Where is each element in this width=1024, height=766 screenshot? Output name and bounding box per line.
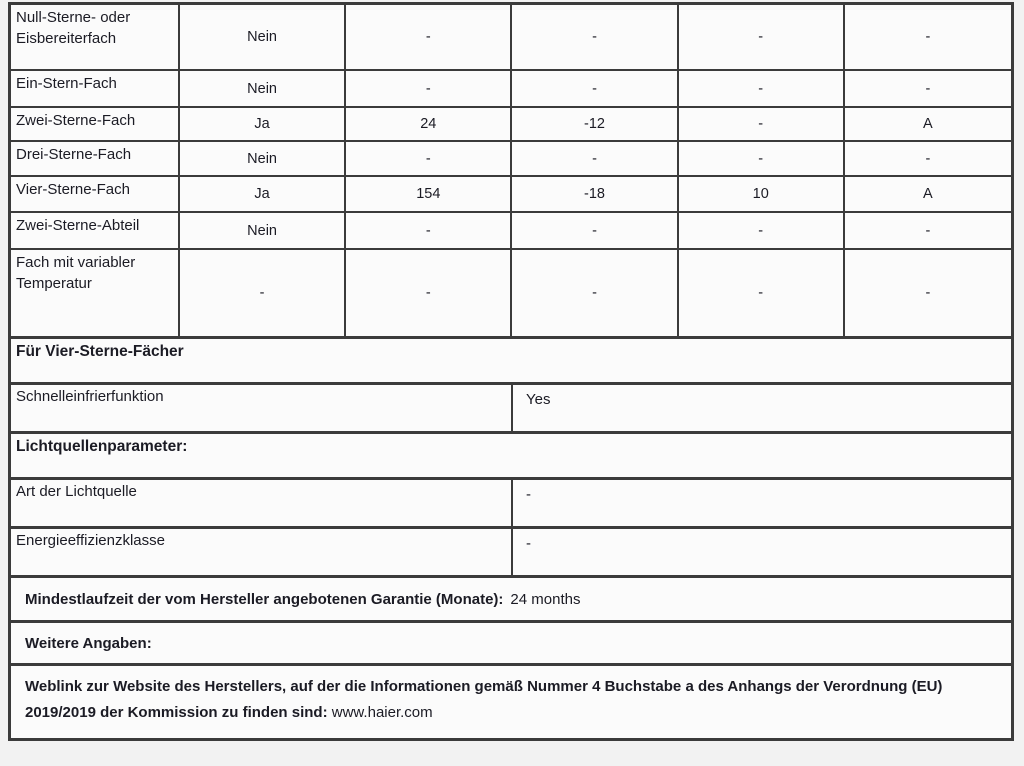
- row-value-cell: -: [845, 71, 1011, 106]
- product-datasheet: [8, 2, 1014, 741]
- row-value-cell: -: [346, 71, 512, 106]
- row-value-cell: -: [845, 5, 1011, 69]
- additional-info-row: [11, 620, 1011, 663]
- row-value-cell: -: [180, 250, 346, 336]
- row-value-cell: Nein: [180, 71, 346, 106]
- row-value-cell: -: [679, 71, 845, 106]
- row-value-cell: -: [512, 5, 678, 69]
- row-value: -: [526, 535, 531, 552]
- row-value-cell: -: [845, 213, 1011, 248]
- row-label: Art der Lichtquelle: [11, 480, 513, 526]
- row-value-cell: -: [679, 213, 845, 248]
- row-value-cell: 10: [679, 177, 845, 211]
- row-value-cell: -: [512, 71, 678, 106]
- table-row: [11, 5, 1011, 71]
- table-row: [11, 142, 1011, 177]
- row-value-cell: -: [679, 250, 845, 336]
- compartment-table: [11, 5, 1011, 336]
- row-value-cell: -: [679, 108, 845, 140]
- row-value-cell: -: [512, 142, 678, 175]
- row-value-cell: Ja: [180, 108, 346, 140]
- additional-info-label: Weitere Angaben:: [25, 634, 152, 652]
- row-value-cell: Nein: [180, 5, 346, 69]
- row-value-cell: -12: [512, 108, 678, 140]
- weblink-row: [11, 663, 1011, 738]
- table-row: [11, 108, 1011, 142]
- row-value-cell: -: [346, 5, 512, 69]
- table-row: [11, 71, 1011, 108]
- weblink-label: Weblink zur Website des Herstellers, auf der die Informationen gemäß Nummer 4 Buchstabe a des Anhangs der Verordnung (EU) 2019/2019 der Kommission zu finden sind:: [25, 678, 943, 722]
- row-value-cell: Nein: [180, 142, 346, 175]
- weblink-text: [25, 674, 970, 727]
- row-value: -: [526, 486, 531, 503]
- energy-class-row: [11, 526, 1011, 575]
- row-value-cell: 154: [346, 177, 512, 211]
- row-value-cell: -: [845, 250, 1011, 336]
- row-value-cell: -: [512, 213, 678, 248]
- row-value-cell: A: [845, 177, 1011, 211]
- row-label: Zwei-Sterne-Abteil: [11, 213, 180, 248]
- weblink-url: www.haier.com: [331, 704, 433, 722]
- table-row: [11, 250, 1011, 336]
- row-value-cell: -: [679, 5, 845, 69]
- row-value-cell: -18: [512, 177, 678, 211]
- row-label: Drei-Sterne-Fach: [11, 142, 180, 175]
- row-label: Vier-Sterne-Fach: [11, 177, 180, 211]
- row-value-cell: Ja: [180, 177, 346, 211]
- table-row: [11, 213, 1011, 250]
- row-value: Yes: [526, 391, 551, 408]
- warranty-row: [11, 575, 1011, 620]
- fast-freeze-row: [11, 382, 1011, 431]
- section-header-four-star: Für Vier-Sterne-Fächer: [11, 336, 1011, 382]
- warranty-value: 24 months: [510, 590, 581, 608]
- section-header-light-source: Lichtquellenparameter:: [11, 431, 1011, 477]
- row-value-cell: -: [679, 142, 845, 175]
- row-label: Null-Sterne- oder Eisbereiterfach: [11, 5, 180, 69]
- row-value-cell: -: [346, 213, 512, 248]
- row-value-cell: -: [512, 250, 678, 336]
- row-label: Energieeffizienzklasse: [11, 529, 513, 575]
- row-label: Ein-Stern-Fach: [11, 71, 180, 106]
- row-value-cell: 24: [346, 108, 512, 140]
- row-label: Schnelleinfrierfunktion: [11, 385, 513, 431]
- table-row: [11, 177, 1011, 213]
- row-value-cell: -: [845, 142, 1011, 175]
- row-value-cell: Nein: [180, 213, 346, 248]
- row-value-cell: A: [845, 108, 1011, 140]
- light-source-type-row: [11, 477, 1011, 526]
- row-label: Zwei-Sterne-Fach: [11, 108, 180, 140]
- row-value-cell: -: [346, 250, 512, 336]
- row-label: Fach mit variabler Temperatur: [11, 250, 180, 336]
- row-value-cell: -: [346, 142, 512, 175]
- warranty-label: Mindestlaufzeit der vom Hersteller angebotenen Garantie (Monate):: [25, 590, 504, 608]
